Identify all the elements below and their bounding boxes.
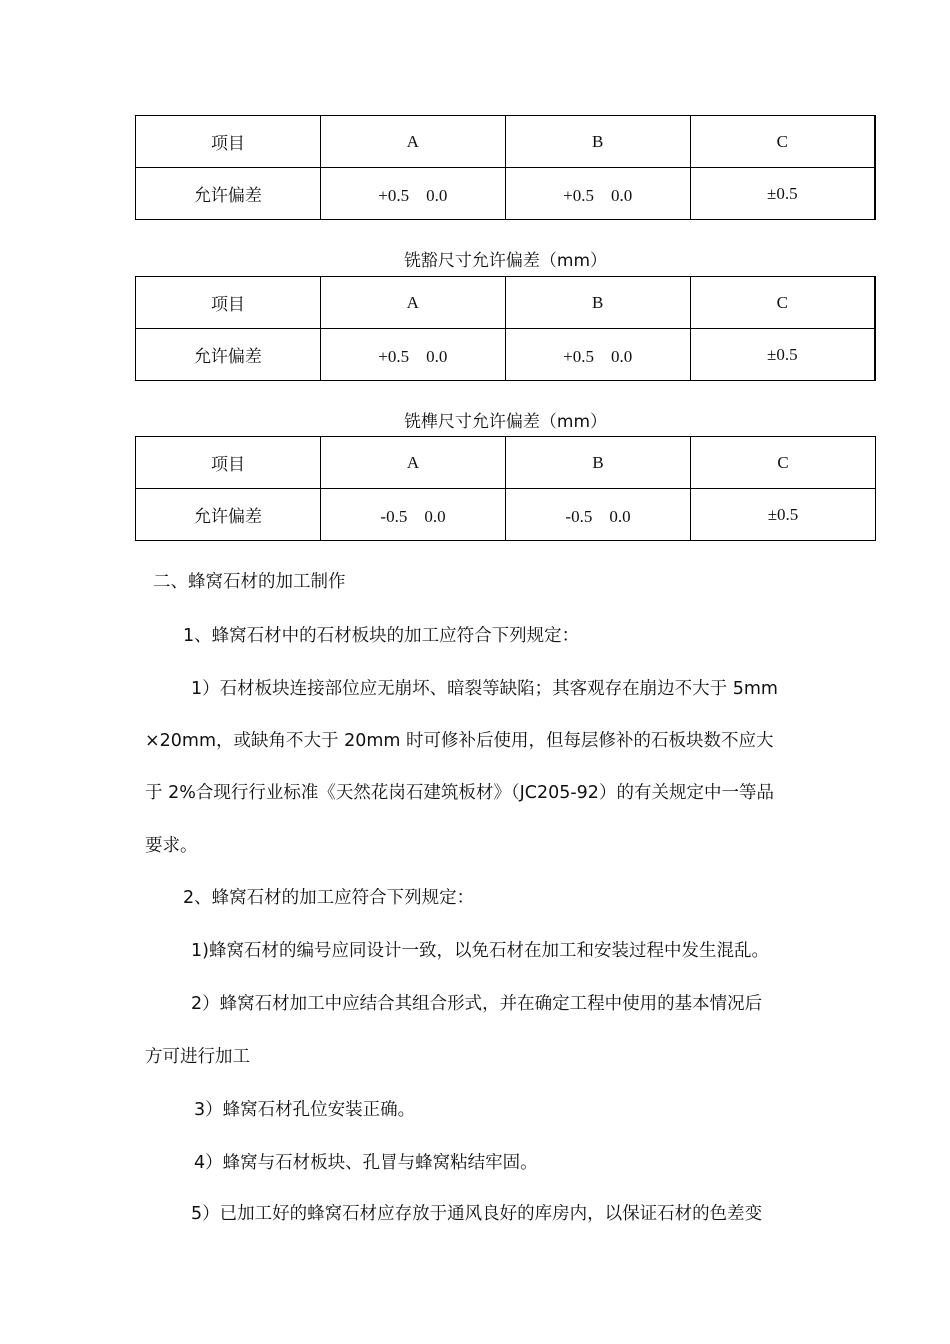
paragraph-item-2-1: 1)蜂窝石材的编号应同设计一致，以免石材在加工和安装过程中发生混乱。 bbox=[191, 941, 769, 961]
table-cell-c-value: ±0.5 bbox=[690, 329, 875, 381]
deviation-table-3 bbox=[135, 436, 876, 541]
table-cell-a: A bbox=[320, 277, 505, 329]
deviation-table-1 bbox=[135, 115, 876, 220]
paragraph-item-2: 2、蜂窝石材的加工应符合下列规定： bbox=[183, 888, 475, 908]
table-row bbox=[136, 489, 876, 541]
table-cell-deviation-label: 允许偏差 bbox=[136, 329, 321, 381]
table-row bbox=[136, 329, 876, 381]
table-cell-a-value: -0.5 0.0 bbox=[321, 489, 506, 541]
table-cell-item: 项目 bbox=[136, 437, 321, 489]
paragraph-item-2-2-line-1: 2）蜂窝石材加工中应结合其组合形式，并在确定工程中使用的基本情况后 bbox=[191, 994, 763, 1014]
table-cell-b-value: +0.5 0.0 bbox=[505, 168, 690, 220]
paragraph-item-2-4: 4）蜂窝与石材板块、孔冒与蜂窝粘结牢固。 bbox=[194, 1153, 538, 1173]
table-cell-a: A bbox=[321, 437, 506, 489]
table-header-row bbox=[136, 277, 876, 329]
paragraph-item-1-1-line-2: ×20mm，或缺角不大于 20mm 时可修补后使用，但每层修补的石板块数不应大 bbox=[145, 731, 774, 751]
table-cell-c: C bbox=[690, 116, 875, 168]
paragraph-item-2-5: 5）已加工好的蜂窝石材应存放于通风良好的库房内，以保证石材的色差变 bbox=[191, 1204, 763, 1224]
section-heading: 二、蜂窝石材的加工制作 bbox=[153, 572, 346, 592]
table-cell-b: B bbox=[506, 437, 691, 489]
paragraph-item-1-1-line-3: 于 2%合现行行业标准《天然花岗石建筑板材》（JC205-92）的有关规定中一等品 bbox=[145, 783, 774, 803]
table-cell-c: C bbox=[690, 277, 875, 329]
table-header-row bbox=[136, 437, 876, 489]
paragraph-item-2-3: 3）蜂窝石材孔位安装正确。 bbox=[194, 1100, 416, 1120]
table-header-row bbox=[136, 116, 876, 168]
table-cell-c-value: ±0.5 bbox=[690, 168, 875, 220]
paragraph-item-1-1-line-1: 1）石材板块连接部位应无崩坏、暗裂等缺陷；其客观存在崩边不大于 5mm bbox=[191, 679, 778, 699]
table-cell-b-value: -0.5 0.0 bbox=[506, 489, 691, 541]
table-cell-deviation-label: 允许偏差 bbox=[136, 168, 321, 220]
deviation-table-2 bbox=[135, 276, 876, 381]
table-cell-item: 项目 bbox=[136, 116, 321, 168]
paragraph-item-2-2-line-2: 方可进行加工 bbox=[145, 1047, 250, 1067]
table-cell-a-value: +0.5 0.0 bbox=[320, 168, 505, 220]
table-cell-b: B bbox=[505, 277, 690, 329]
table-cell-b: B bbox=[505, 116, 690, 168]
table-cell-c: C bbox=[691, 437, 876, 489]
table-caption-3: 铣榫尺寸允许偏差（mm） bbox=[403, 412, 608, 432]
table-cell-c-value: ±0.5 bbox=[691, 489, 876, 541]
paragraph-item-1: 1、蜂窝石材中的石材板块的加工应符合下列规定： bbox=[183, 626, 580, 646]
table-cell-b-value: +0.5 0.0 bbox=[505, 329, 690, 381]
table-cell-a: A bbox=[320, 116, 505, 168]
paragraph-item-1-1-line-4: 要求。 bbox=[145, 836, 198, 856]
table-row bbox=[136, 168, 876, 220]
table-cell-a-value: +0.5 0.0 bbox=[320, 329, 505, 381]
table-caption-2: 铣豁尺寸允许偏差（mm） bbox=[403, 251, 608, 271]
table-cell-deviation-label: 允许偏差 bbox=[136, 489, 321, 541]
table-cell-item: 项目 bbox=[136, 277, 321, 329]
